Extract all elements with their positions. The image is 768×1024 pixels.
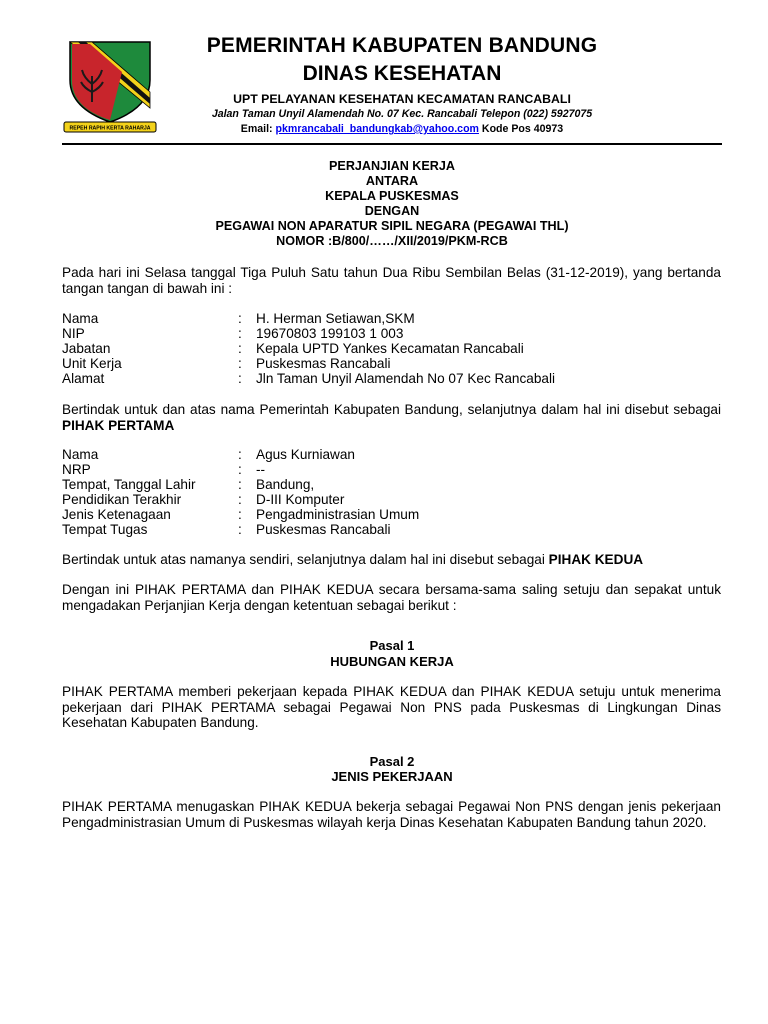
title-line-1: PERJANJIAN KERJA — [329, 159, 455, 173]
postal-code: Kode Pos 40973 — [481, 123, 564, 135]
title-line-6: NOMOR :B/800/……/XII/2019/PKM-RCB — [276, 234, 508, 248]
field-label: Tempat, Tanggal Lahir — [62, 477, 196, 492]
colon: : — [238, 341, 242, 356]
letterhead — [62, 30, 722, 140]
field-value: -- — [256, 462, 266, 477]
field-value: Kepala UPTD Yankes Kecamatan Rancabali — [256, 341, 524, 356]
colon: : — [238, 507, 242, 522]
field-label: NRP — [62, 462, 91, 477]
field-label: Alamat — [62, 371, 105, 386]
party2-statement-text: Bertindak untuk atas namanya sendiri, selanjutnya dalam hal ini disebut sebagai — [62, 552, 545, 567]
field-label: Jabatan — [62, 341, 111, 356]
header-government: PEMERINTAH KABUPATEN BANDUNG — [206, 34, 598, 57]
agreement-paragraph: Dengan ini PIHAK PERTAMA dan PIHAK KEDUA secara bersama-sama saling setuju dan sepakat untuk mengadakan Perjanjian Kerja dengan ketentuan sebagai berikut : — [62, 582, 721, 613]
pasal1-number: Pasal 1 — [369, 638, 415, 653]
colon: : — [238, 492, 242, 507]
field-value: Agus Kurniawan — [256, 447, 355, 462]
party1-row — [62, 371, 722, 386]
party1-statement-text: Bertindak untuk dan atas nama Pemerintah Kabupaten Bandung, selanjutnya dalam hal ini disebut sebagai — [62, 402, 721, 417]
party2-row — [62, 492, 722, 507]
kabupaten-bandung-crest-icon — [62, 36, 158, 136]
field-value: D-III Komputer — [256, 492, 345, 507]
intro-paragraph: Pada hari ini Selasa tanggal Tiga Puluh Satu tahun Dua Ribu Sembilan Belas (31-12-2019), yang bertanda tangan tangan di bawah ini : — [62, 265, 721, 296]
party2-row — [62, 462, 722, 477]
pasal2-number: Pasal 2 — [369, 754, 415, 769]
field-label: Unit Kerja — [62, 356, 122, 371]
colon: : — [238, 326, 242, 341]
title-line-2: ANTARA — [365, 174, 419, 188]
party1-row — [62, 356, 722, 371]
title-line-5: PEGAWAI NON APARATUR SIPIL NEGARA (PEGAWAI THL) — [215, 219, 569, 233]
header-address: Jalan Taman Unyil Alamendah No. 07 Kec. Rancabali Telepon (022) 5927075 — [211, 108, 593, 120]
letterhead-divider — [62, 143, 722, 145]
title-line-4: DENGAN — [364, 204, 420, 218]
party2-statement — [62, 552, 721, 568]
party2-row — [62, 522, 722, 537]
field-value: Jln Taman Unyil Alamendah No 07 Kec Rancabali — [256, 371, 555, 386]
colon: : — [238, 447, 242, 462]
title-line-3: KEPALA PUSKESMAS — [325, 189, 459, 203]
field-value: Bandung, — [256, 477, 315, 492]
field-label: Nama — [62, 311, 99, 326]
field-label: Jenis Ketenagaan — [62, 507, 171, 522]
colon: : — [238, 371, 242, 386]
header-contact — [162, 123, 642, 135]
crest-ribbon-text: REPEH RAPIH KERTA RAHARJA — [69, 125, 151, 132]
field-value: Pengadministrasian Umum — [256, 507, 420, 522]
colon: : — [238, 462, 242, 477]
party1-statement — [62, 402, 721, 433]
pasal2-text: PIHAK PERTAMA menugaskan PIHAK KEDUA bekerja sebagai Pegawai Non PNS dengan jenis pekerjaan Pengadministrasian Umum di Puskesmas wilayah kerja Dinas Kesehatan Kabupaten Bandung tahun 2020. — [62, 799, 721, 830]
header-department: DINAS KESEHATAN — [302, 62, 502, 85]
field-label: Nama — [62, 447, 99, 462]
field-label: Tempat Tugas — [62, 522, 148, 537]
email-link[interactable]: pkmrancabali_bandungkab@yahoo.com — [275, 123, 479, 135]
party1-row — [62, 311, 722, 326]
pasal1-heading: HUBUNGAN KERJA — [330, 654, 454, 669]
colon: : — [238, 522, 242, 537]
field-label: Pendidikan Terakhir — [62, 492, 182, 507]
field-label: NIP — [62, 326, 85, 341]
colon: : — [238, 356, 242, 371]
colon: : — [238, 477, 242, 492]
pasal2-heading: JENIS PEKERJAAN — [331, 769, 453, 784]
party2-row — [62, 447, 722, 462]
party1-designation: PIHAK PERTAMA — [62, 417, 175, 433]
field-value: H. Herman Setiawan,SKM — [256, 311, 415, 326]
party1-row — [62, 326, 722, 341]
party2-row — [62, 507, 722, 522]
email-label: Email: — [240, 123, 273, 135]
field-value: Puskesmas Rancabali — [256, 356, 391, 371]
party2-designation: PIHAK KEDUA — [548, 552, 644, 567]
colon: : — [238, 311, 242, 326]
pasal1-text: PIHAK PERTAMA memberi pekerjaan kepada PIHAK KEDUA dan PIHAK KEDUA setuju untuk menerima pekerjaan dari PIHAK PERTAMA sebagai Pegawai Non PNS pada Puskesmas di Lingkungan Dinas Kesehatan Kabupaten Bandung. — [62, 684, 721, 730]
field-value: Puskesmas Rancabali — [256, 522, 391, 537]
header-unit: UPT PELAYANAN KESEHATAN KECAMATAN RANCABALI — [233, 92, 571, 106]
party1-row — [62, 341, 722, 356]
field-value: 19670803 199103 1 003 — [256, 326, 404, 341]
party2-row — [62, 477, 722, 492]
